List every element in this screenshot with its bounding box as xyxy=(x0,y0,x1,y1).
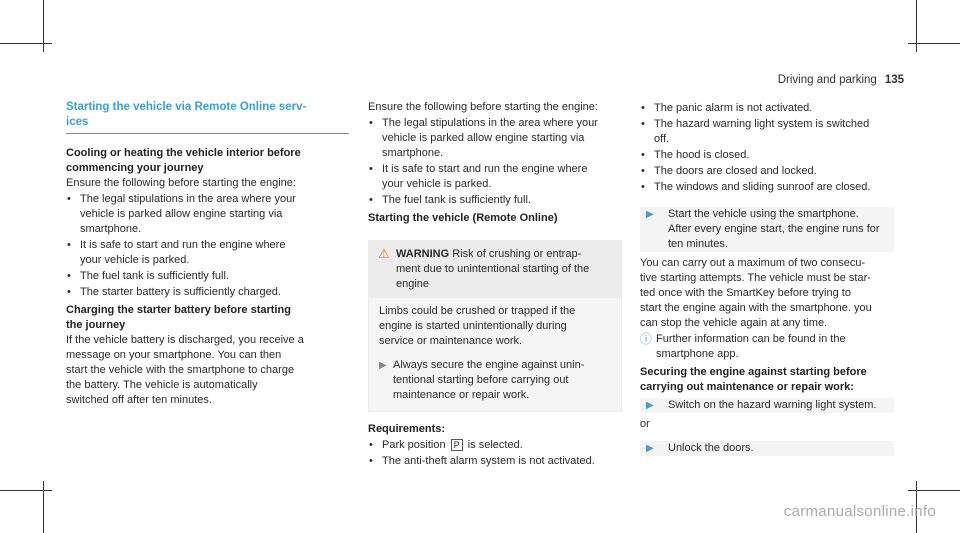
column-3 xyxy=(640,100,894,456)
action-step: ▶ Switch on the hazard warning light system. xyxy=(640,398,894,413)
requirements-list xyxy=(368,438,622,469)
bullet-list xyxy=(66,192,349,300)
bullet-icon: • xyxy=(369,439,373,451)
crop-mark xyxy=(916,0,917,52)
section-title: Starting the vehicle via Remote Online serv- ices xyxy=(66,101,307,128)
list-item: • The fuel tank is sufficiently full. xyxy=(67,270,229,282)
warning-label: WARNING xyxy=(396,248,450,260)
title-rule xyxy=(66,133,349,134)
intro-text: Ensure the following before starting the engine: xyxy=(368,101,598,113)
subheading: Charging the starter battery before starting the journey xyxy=(66,304,291,331)
action-arrow-icon: ▶ xyxy=(646,443,654,454)
bullet-list xyxy=(368,116,622,208)
warning-header: ⚠ WARNING Risk of crushing or entrap- ment due to unintentional starting of the engine xyxy=(378,246,590,290)
subheading: Starting the vehicle (Remote Online) xyxy=(368,212,558,224)
warning-step: ▶ Always secure the engine against unin- tentional starting before carrying out maintenance or repair work. xyxy=(379,359,585,401)
intro-text: Ensure the following before starting the engine: xyxy=(66,177,296,189)
list-item: • Park position P is selected. xyxy=(369,439,523,451)
action-arrow-icon: ▶ xyxy=(379,360,387,371)
section-name: Driving and parking xyxy=(777,74,877,86)
bullet-icon: • xyxy=(67,286,71,298)
action-step: ▶ Unlock the doors. xyxy=(640,441,894,456)
bullet-list xyxy=(640,101,894,195)
warning-body: Limbs could be crushed or trapped if the engine is started unintentionally during service or maintenance work. ▶ Always secure the engine against unin- tentional starting before carrying out maintenance or repair work. xyxy=(368,298,622,412)
crop-mark xyxy=(0,43,52,44)
page-number: 135 xyxy=(884,74,904,86)
warning-box xyxy=(368,240,622,412)
crop-mark xyxy=(43,0,44,52)
bullet-icon: • xyxy=(67,193,71,205)
list-item: • It is safe to start and run the engine where your vehicle is parked. xyxy=(67,239,286,266)
action-arrow-icon: ▶ xyxy=(646,209,654,220)
action-step: ▶ Start the vehicle using the smartphone. After every engine start, the engine runs for ten minutes. xyxy=(640,207,894,252)
list-item: • The hood is closed. xyxy=(641,149,750,161)
watermark: carmanualsonline.info xyxy=(783,503,936,520)
bullet-icon: • xyxy=(641,165,645,177)
bullet-icon: • xyxy=(369,163,373,175)
bullet-icon: • xyxy=(641,149,645,161)
list-item: • The fuel tank is sufficiently full. xyxy=(369,194,531,206)
list-item: • The doors are closed and locked. xyxy=(641,165,817,177)
requirements-heading: Requirements: xyxy=(368,423,446,435)
or-text: or xyxy=(640,418,650,430)
bullet-icon: • xyxy=(67,270,71,282)
action-arrow-icon: ▶ xyxy=(646,400,654,411)
park-key-icon: P xyxy=(451,439,463,451)
page-header xyxy=(778,73,904,88)
paragraph: If the vehicle battery is discharged, you receive a message on your smartphone. You can then start the vehicle with the smartphone to charge the battery. The vehicle is automatically switched off after ten minutes. xyxy=(66,334,304,406)
list-item: • The anti-theft alarm system is not activated. xyxy=(369,455,595,467)
warning-triangle-icon: ⚠ xyxy=(378,246,390,261)
subheading: Cooling or heating the vehicle interior before commencing your journey xyxy=(66,147,301,174)
bullet-icon: • xyxy=(369,117,373,129)
list-item: • The panic alarm is not activated. xyxy=(641,102,813,114)
list-item: • The legal stipulations in the area where your vehicle is parked allow engine starting via smartphone. xyxy=(369,117,598,159)
list-item: • The hazard warning light system is switched off. xyxy=(641,118,870,145)
info-icon: ⓘ xyxy=(640,332,653,346)
bullet-icon: • xyxy=(369,455,373,467)
list-item: • The windows and sliding sunroof are closed. xyxy=(641,181,871,193)
info-note: ⓘ Further information can be found in the smartphone app. xyxy=(640,332,846,360)
bullet-icon: • xyxy=(369,194,373,206)
paragraph: You can carry out a maximum of two consecu- tive starting attempts. The vehicle must be star- ted once with the SmartKey before trying to start the engine again with the smartphone. you can stop the vehicle again at any time. xyxy=(640,257,872,329)
bullet-icon: • xyxy=(641,102,645,114)
bullet-icon: • xyxy=(641,118,645,130)
crop-mark xyxy=(0,490,52,491)
bullet-icon: • xyxy=(67,239,71,251)
bullet-icon: • xyxy=(641,181,645,193)
crop-mark xyxy=(43,481,44,533)
subheading: Securing the engine against starting before carrying out maintenance or repair work: xyxy=(640,366,867,393)
list-item: • It is safe to start and run the engine where your vehicle is parked. xyxy=(369,163,588,190)
column-1 xyxy=(66,100,349,408)
column-2 xyxy=(368,100,622,471)
list-item: • The legal stipulations in the area where your vehicle is parked allow engine starting via smartphone. xyxy=(67,193,296,235)
list-item: • The starter battery is sufficiently charged. xyxy=(67,286,281,298)
